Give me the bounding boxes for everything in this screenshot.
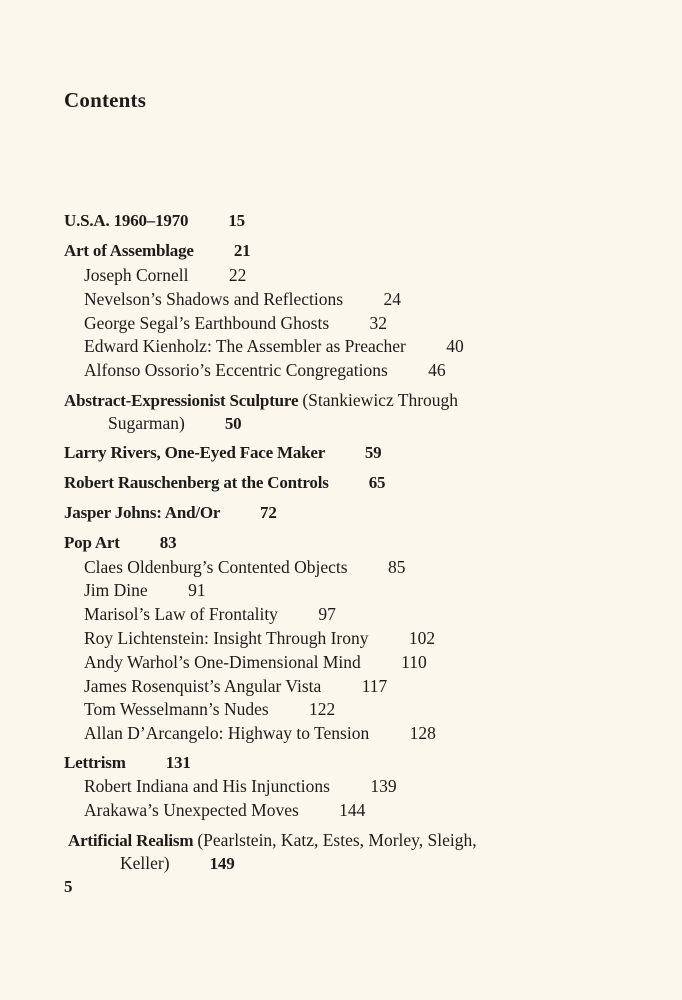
- toc-subentry-title: George Segal’s Earthbound Ghosts: [84, 313, 330, 333]
- toc-subentry: [84, 556, 405, 578]
- toc-page-number: 128: [409, 723, 436, 743]
- toc-page-number: 59: [364, 443, 382, 462]
- toc-subentry: [84, 359, 446, 381]
- toc-section: [68, 829, 477, 852]
- toc-page-number: 21: [233, 241, 251, 260]
- toc-page-number: 149: [209, 854, 235, 873]
- page-title: Contents: [64, 88, 147, 112]
- toc-section-title: Lettrism: [64, 753, 126, 772]
- toc-section: [64, 240, 250, 262]
- toc-page-number: 83: [159, 533, 177, 552]
- toc-subentry-title: Claes Oldenburg’s Contented Objects: [84, 557, 348, 577]
- toc-subentry-title: Jim Dine: [84, 580, 148, 600]
- toc-page-number: 24: [383, 289, 401, 309]
- toc-page-number: 85: [387, 557, 406, 577]
- toc-page-number: 102: [408, 628, 436, 648]
- toc-subentry-title: Arakawa’s Unexpected Moves: [84, 800, 299, 820]
- toc-page-number: 144: [339, 800, 366, 820]
- toc-subentry-title: Tom Wesselmann’s Nudes: [84, 699, 269, 719]
- toc-subentry: [84, 335, 464, 357]
- toc-page-number: 122: [309, 699, 336, 719]
- toc-page-number: 50: [224, 414, 242, 433]
- toc-subentry-title: James Rosenquist’s Angular Vista: [84, 676, 322, 696]
- toc-subentry: [84, 775, 397, 797]
- toc-subentry: [84, 312, 387, 334]
- toc-subentry: [84, 651, 427, 673]
- toc-section-note: Sugarman): [108, 413, 185, 433]
- toc-page-number: 72: [260, 503, 277, 522]
- toc-subentry-title: Nevelson’s Shadows and Reflections: [84, 289, 344, 309]
- toc-section-note: (Pearlstein, Katz, Estes, Morley, Sleigh,: [197, 830, 477, 850]
- toc-section-title: U.S.A. 1960–1970: [64, 211, 189, 230]
- toc-subentry-title: Roy Lichtenstein: Insight Through Irony: [84, 628, 369, 648]
- toc-subentry: [84, 579, 206, 601]
- toc-section-note: Keller): [120, 853, 170, 873]
- toc-section: [64, 442, 381, 464]
- toc-page-number: 117: [361, 676, 388, 696]
- toc-section: [64, 532, 176, 554]
- toc-section: [64, 752, 191, 774]
- toc-subentry: [84, 799, 365, 821]
- toc-subentry: [84, 627, 435, 649]
- toc-section-title: Abstract-Expressionist Sculpture: [64, 391, 299, 410]
- toc-section-title: Artificial Realism: [68, 831, 194, 850]
- toc-section-title: Pop Art: [64, 533, 120, 552]
- toc-page-number: 32: [369, 313, 388, 333]
- page-folio: 5: [64, 877, 73, 896]
- toc-section-continued: [108, 412, 241, 435]
- toc-page-number: 97: [318, 604, 336, 624]
- toc-page-number: 91: [188, 580, 206, 600]
- toc-page-number: 110: [401, 652, 427, 672]
- toc-subentry: [84, 603, 336, 625]
- toc-subentry-title: Joseph Cornell: [84, 265, 189, 285]
- toc-section-continued: [120, 852, 235, 875]
- toc-section-title: Art of Assemblage: [64, 241, 194, 260]
- toc-section-title: Robert Rauschenberg at the Controls: [64, 473, 329, 492]
- toc-section: [64, 389, 458, 412]
- toc-page-number: 40: [446, 336, 464, 356]
- toc-subentry-title: Marisol’s Law of Frontality: [84, 604, 278, 624]
- toc-subentry-title: Andy Warhol’s One-Dimensional Mind: [84, 652, 361, 672]
- toc-section: [64, 210, 245, 232]
- toc-page-number: 46: [428, 360, 446, 380]
- toc-subentry-title: Alfonso Ossorio’s Eccentric Congregations: [84, 360, 388, 380]
- toc-page-number: 131: [165, 753, 191, 772]
- toc-subentry-title: Robert Indiana and His Injunctions: [84, 776, 330, 796]
- toc-subentry: [84, 264, 246, 286]
- toc-subentry: [84, 722, 436, 744]
- toc-section-title: Jasper Johns: And/Or: [64, 503, 220, 522]
- toc-page-number: 15: [228, 211, 245, 230]
- toc-subentry: [84, 288, 401, 310]
- toc-page-number: 22: [228, 265, 247, 285]
- toc-subentry: [84, 698, 335, 720]
- toc-section-title: Larry Rivers, One-Eyed Face Maker: [64, 443, 325, 462]
- toc-subentry-title: Edward Kienholz: The Assembler as Preacher: [84, 336, 406, 356]
- toc-page-number: 139: [370, 776, 397, 796]
- toc-section-note: (Stankiewicz Through: [302, 390, 459, 410]
- toc-subentry-title: Allan D’Arcangelo: Highway to Tension: [84, 723, 370, 743]
- toc-page-number: 65: [368, 473, 386, 492]
- toc-section: [64, 502, 277, 524]
- toc-subentry: [84, 675, 387, 697]
- toc-section: [64, 472, 385, 494]
